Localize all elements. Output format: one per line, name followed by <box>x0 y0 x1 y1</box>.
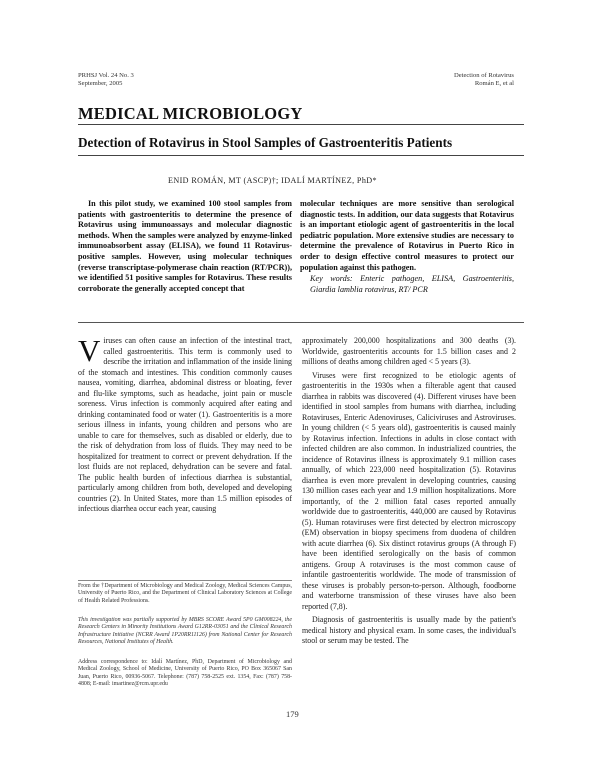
journal-volume: PRHSJ Vol. 24 No. 3 <box>78 72 134 79</box>
footnote-rule <box>78 580 292 581</box>
body-right-column <box>302 336 516 650</box>
journal-date: September, 2005 <box>78 80 123 87</box>
body-text: iruses can often cause an infection of the intestinal tract, called gastroenteritis. This term is commonly used to describe the irritation and inflammation of the inside lining of the stomach and intestines. This condition commonly causes nausea, vomiting, diarrhea, abdominal distress or bloating, fever and flu-like symptoms, such as headache, joint pain or muscle soreness. Virus infection is commonly acquired after eating and drinking contaminated food or water (1). Gastroenteritis is a more serious illness in infants, young children and persons who are unable to care for themselves, such as disabled or elderly, due to the risk of dehydration from loss of fluids. They may need to be hospitalized for treatment to correct or prevent dehydration. If the lost fluids are not replaced, dehydration can be severe and fatal. The public health burden of infectious diarrhea is substantial, particularly among children from both, developed and developing countries (2). In United States, more than 1.5 million episodes of infectious diarrhea occur each year, causing <box>78 336 292 513</box>
abstract-right-column <box>300 199 514 295</box>
page-number: 179 <box>286 709 299 719</box>
section-heading: MEDICAL MICROBIOLOGY <box>78 104 303 123</box>
author-line: ENID ROMÁN, MT (ASCP)†; IDALÍ MARTÍNEZ, PhD* <box>168 176 377 185</box>
running-authors: Román E, et al <box>474 80 514 87</box>
body-paragraph: Viruses were first recognized to be etiologic agents of gastroenteritis in the 1930s when a filterable agent that caused diarrhea in rabbits was discovered (4). Different viruses have been identified in stool samples from humans with diarrhea, including Rotaviruses, Enteric Adenoviruses, Caliciviruses and Astroviruses. In young children (< 5 years old), gastroenteritis is caused mainly by Rotavirus infection. Infections in adults in close contact with infected children are also common. In industrialized countries, the incidence of Rotavirus illness is approximately 9.1 million cases annually, of which 223,000 need hospitalization (5). Rotavirus diarrhea is even more prevalent in developing countries, causing 130 million cases each year and 1.9 million hospitalizations. More importantly, of the 2 million fatal cases reported annually worldwide due to gastroenteritis, 440,000 are caused by Rotavirus (5). Human rotaviruses were first detected by electron microscopy (EM) observation in biopsy specimens from duodena of children with acute diarrhea (6). Six distinct rotavirus groups (A through F) have been identified serologically on the basis of common antigens. Group A rotaviruses is the most common cause of infantile gastroenteritis worldwide. The mode of transmission of these viruses is probably person-to-person. Although, foodborne and waterborne transmission of these viruses have also been reported (7,8). <box>302 370 516 611</box>
body-paragraph: approximately 200,000 hospitalizations and 300 deaths (3). Worldwide, gastroenteritis accounts for 1.5 billion cases and 2 millions of deaths among children aged < 5 years (3). <box>302 336 516 366</box>
section-rule <box>78 124 524 125</box>
drop-cap: V <box>78 333 101 368</box>
abstract-left-column <box>78 199 292 294</box>
footnote-affiliation: From the †Department of Microbiology and Medical Zoology, Medical Sciences Campus, University of Puerto Rico, and the Department of Clinical Laboratory Sciences at College of Health Related Professions. <box>78 583 292 604</box>
title-rule <box>78 155 524 156</box>
abstract-text-left: In this pilot study, we examined 100 stool samples from patients with gastroenteritis to determine the presence of Rotavirus using immunoassays and molecular diagnostic methods. When the samples were analyzed by enzyme-linked immunoabsorbent assay (ELISA), we found 11 Rotavirus-positive samples. However, using molecular techniques (reverse transcriptase-polymerase chain reaction (RT/PCR)), we identified 51 positive samples for Rotavirus. These results corroborate the generally accepted concept that <box>78 199 292 293</box>
abstract-text-right: molecular techniques are more sensitive than serological diagnostic tests. In addition, our data suggests that Rotavirus is an important etiologic agent of gastroenteritis in the local pediatric population. More extensive studies are necessary to determine the prevalence of Rotavirus in Puerto Rico in order to design effective control measures to protect our population against this pathogen. <box>300 199 514 272</box>
body-paragraph: Diagnosis of gastroenteritis is usually made by the patient's medical history and physical exam. In some cases, the individual's stool or serum may be tested. The <box>302 615 516 645</box>
running-header-left <box>78 72 134 88</box>
article-title: Detection of Rotavirus in Stool Samples of Gastroenteritis Patients <box>78 135 453 150</box>
running-header-right <box>454 72 514 88</box>
running-title: Detection of Rotavirus <box>453 72 514 79</box>
keywords: Key words: Enteric pathogen, ELISA, Gastroenteritis, Giardia lamblia rotavirus, RT/ PCR <box>310 274 514 294</box>
footnote-correspondence: Address correspondence to: Idalí Martínez, PhD, Department of Microbiology and Medical Zoology, School of Medicine, University of Puerto Rico, PO Box 365067 San Juan, Puerto Rico, 00936-5067. Telephone: (787) 758-2525 ext. 1354, Fax: (787) 758-4808; E-mail: imartinez@rcm.upr.edu <box>78 659 292 688</box>
abstract-separator <box>78 322 524 323</box>
footnote-support: This investigation was partially supported by MBRS SCORE Award 5P0 GM008224, the Research Centers in Minority Institutions Award G12RR-03051 and the Clinical Research Infrastructure Initiative (NCRR Award 1P20RR11126) from National Center for Research Resources, National Institutes of Health. <box>78 617 292 646</box>
body-paragraph <box>78 333 292 515</box>
body-left-column <box>78 333 292 518</box>
